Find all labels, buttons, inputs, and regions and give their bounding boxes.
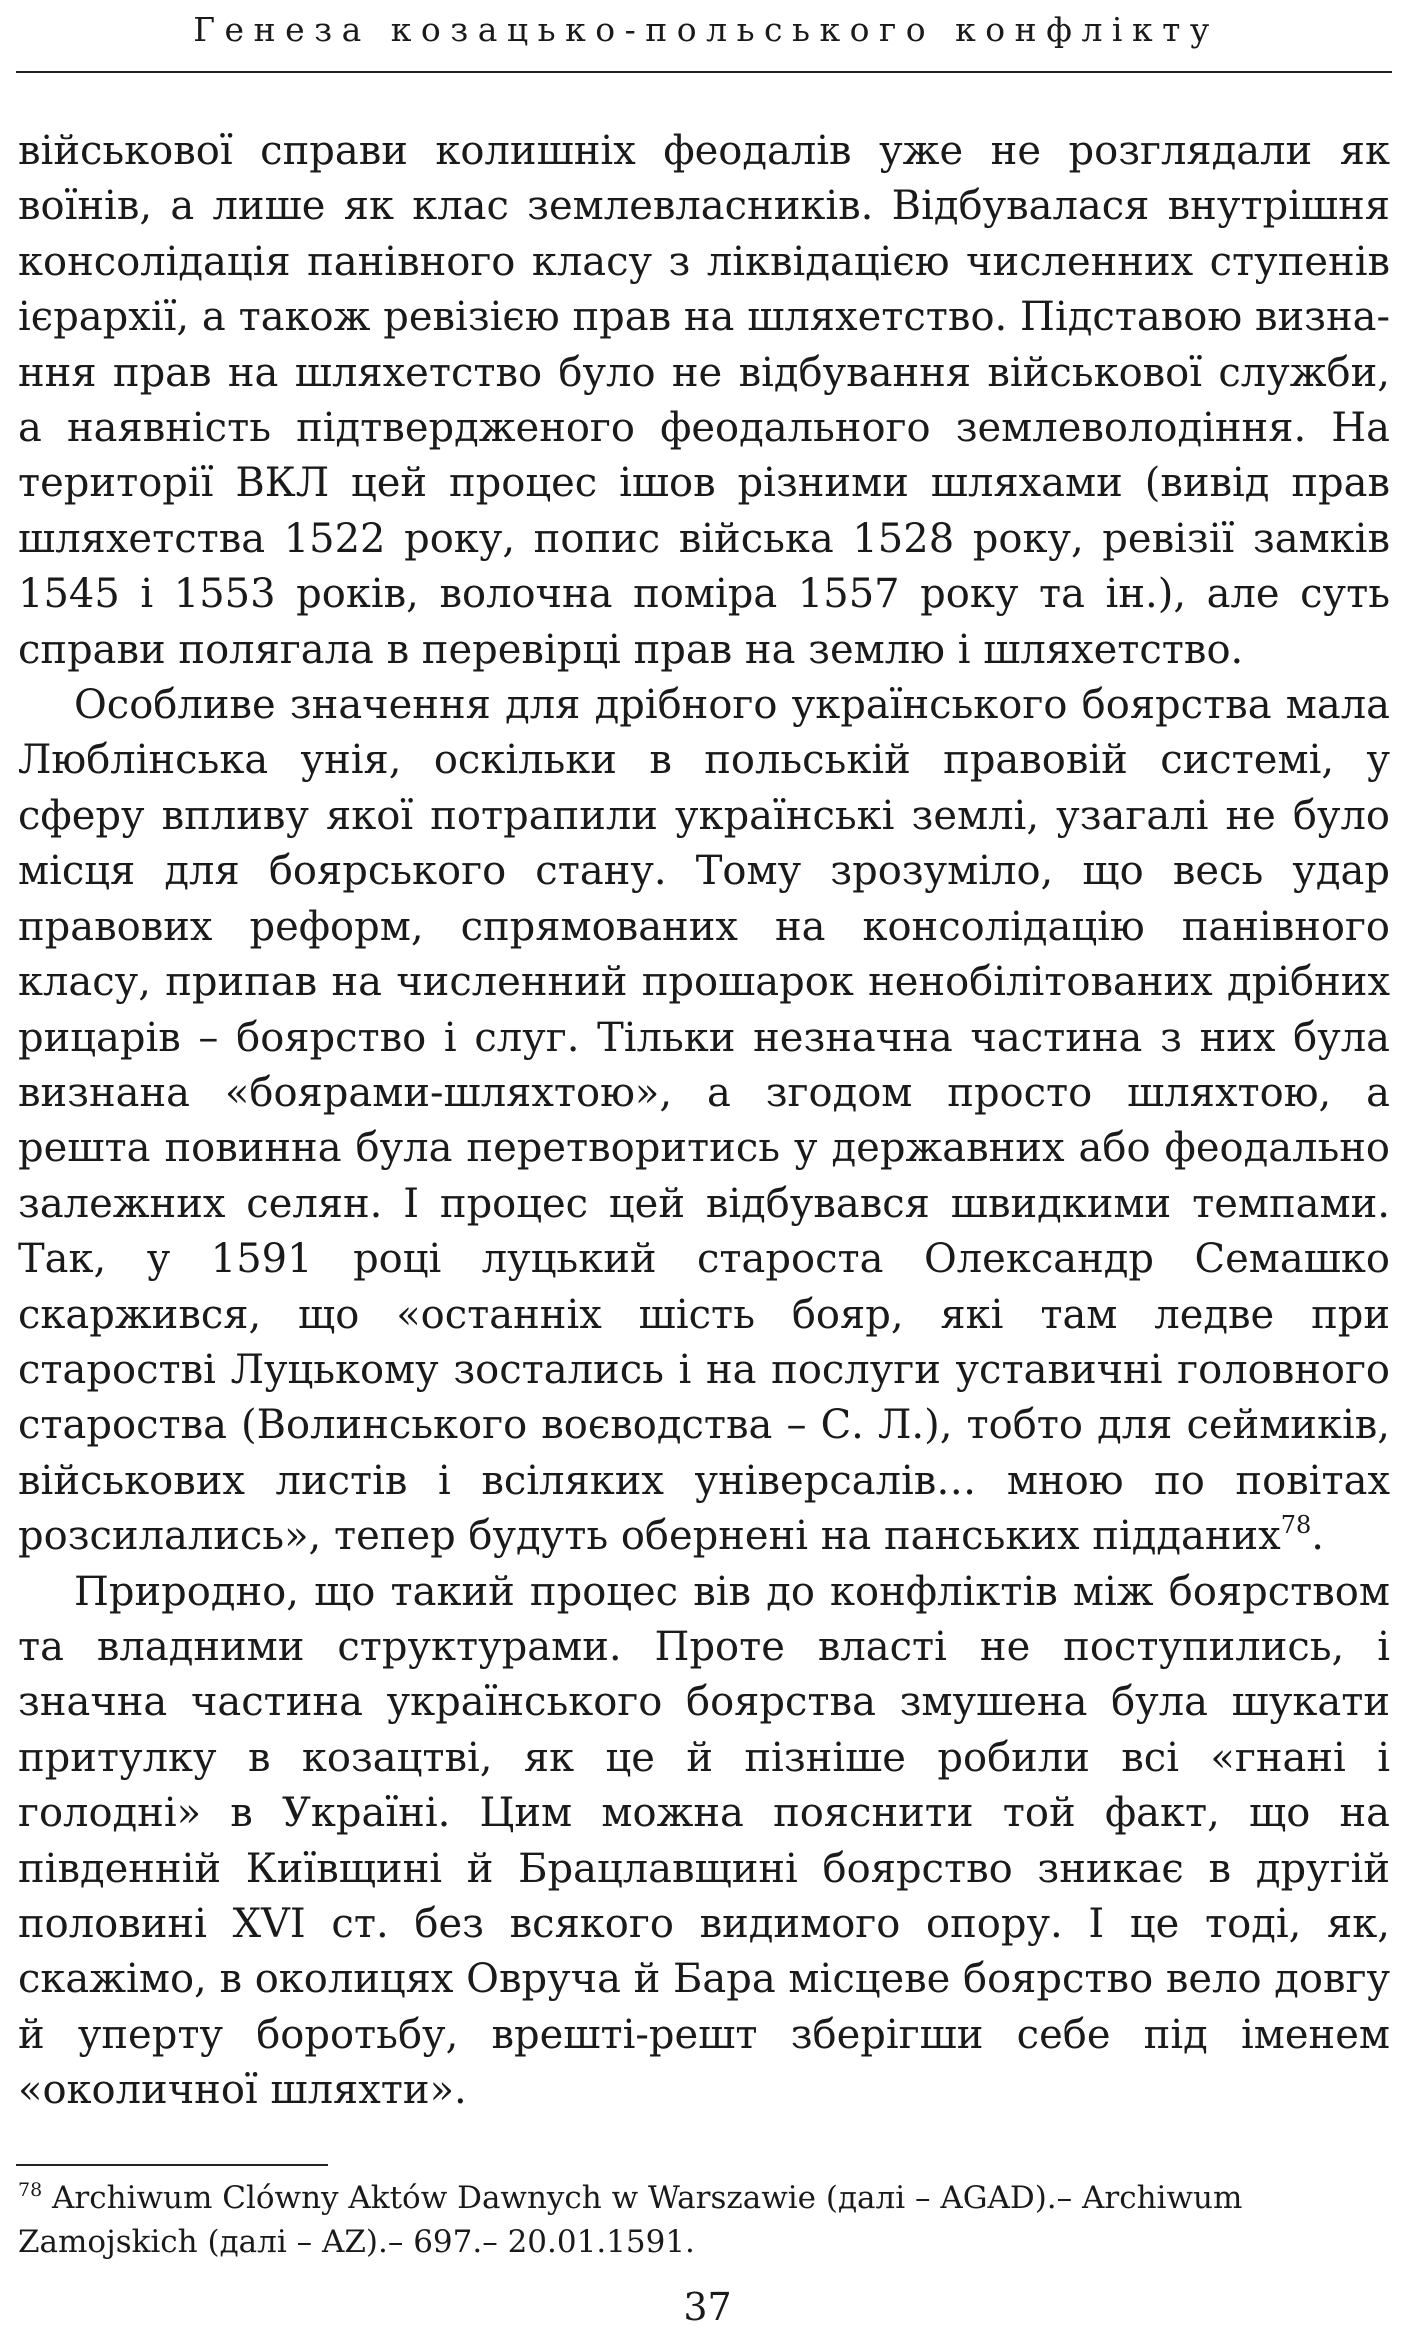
footnote-text: Archiwum Clówny Aktów Dawnych w Warszawie (далі – AGAD).– Archiwum Zamojskich (далі – AZ).– 697.– 20.01.1591. bbox=[18, 2180, 1243, 2260]
paragraph-1: військової справи колишніх феодалів уже не розглядали як воїнів, а лише як клас землевласників. Відбувалася внутрішня консолідація панівного класу з ліквідацією численних ступенів ієрархії, а також ревізією прав на шляхетство. Підставою визнання прав на шляхетство було не відбування військової служби, а наявність підтвердженого феодального землеволодіння. На території ВКЛ цей процес ішов різними шляхами (вивід прав шляхетства 1522 року, попис війська 1528 року, ревізії замків 1545 і 1553 років, волочна поміра 1557 року та ін.), але суть справи полягала в перевірці прав на землю і шляхетство. bbox=[18, 128, 1390, 673]
page-number: 37 bbox=[683, 2285, 732, 2329]
footnote bbox=[18, 2176, 1390, 2264]
running-head: Генеза козацько-польського конфлікту bbox=[193, 10, 1219, 49]
footnote-rule bbox=[16, 2164, 328, 2166]
paragraph-3: Природно, що такий процес вів до конфліктів між боярством та владними структурами. Проте властi не поступились, і значна частина українського боярства змушена була шукати притулку в козацтві, як це й пізніше робили всі «гнані і голодні» в Україні. Цим можна пояснити той факт, що на південній Київщині й Брацлавщині боярство зникає в другій половині XVI ст. без всякого видимого опору. І це тоді, як, скажімо, в околицях Овруча й Бара місцеве боярство вело довгу й уперту боротьбу, врешті-решт зберігши себе під іменем «околичної шляхти». bbox=[18, 1568, 1390, 2114]
body-text bbox=[18, 124, 1390, 2119]
paragraph-2-end: . bbox=[1311, 1513, 1324, 1560]
paragraph-2-text: Особливе значення для дрібного українського боярства мала Люблінська унія, оскільки в польській правовій системі, у сферу впливу якої потрапили українські землі, узагалі не було місця для боярського стану. Тому зрозуміло, що весь удар правових реформ, спрямованих на консолідацію панівного класу, припав на численний прошарок ненобілітованих дрібних рицарів – боярство і слуг. Тільки незначна частина з них була визнана «боярами-шляхтою», а згодом просто шляхтою, а решта повинна була перетворитись у державних або феодально залежних селян. І процес цей відбувався швидкими темпами. Так, у 1591 році луцький староста Олександр Семашко скаржився, що «останніх шість бояр, які там ледве при старостві Луцькому зостались і на послуги уставичні головного староства (Волинського воєводства – С. Л.), тобто для сеймиків, військових листів і всіляких універсалів… мною по повітах розсилались», тепер будуть обернені на панських підданих bbox=[18, 682, 1390, 1560]
paragraph-2 bbox=[18, 678, 1390, 1565]
footnote-reference[interactable]: 78 bbox=[1280, 1511, 1312, 1540]
header-rule bbox=[16, 71, 1392, 73]
footnote-marker: 78 bbox=[18, 2179, 43, 2201]
